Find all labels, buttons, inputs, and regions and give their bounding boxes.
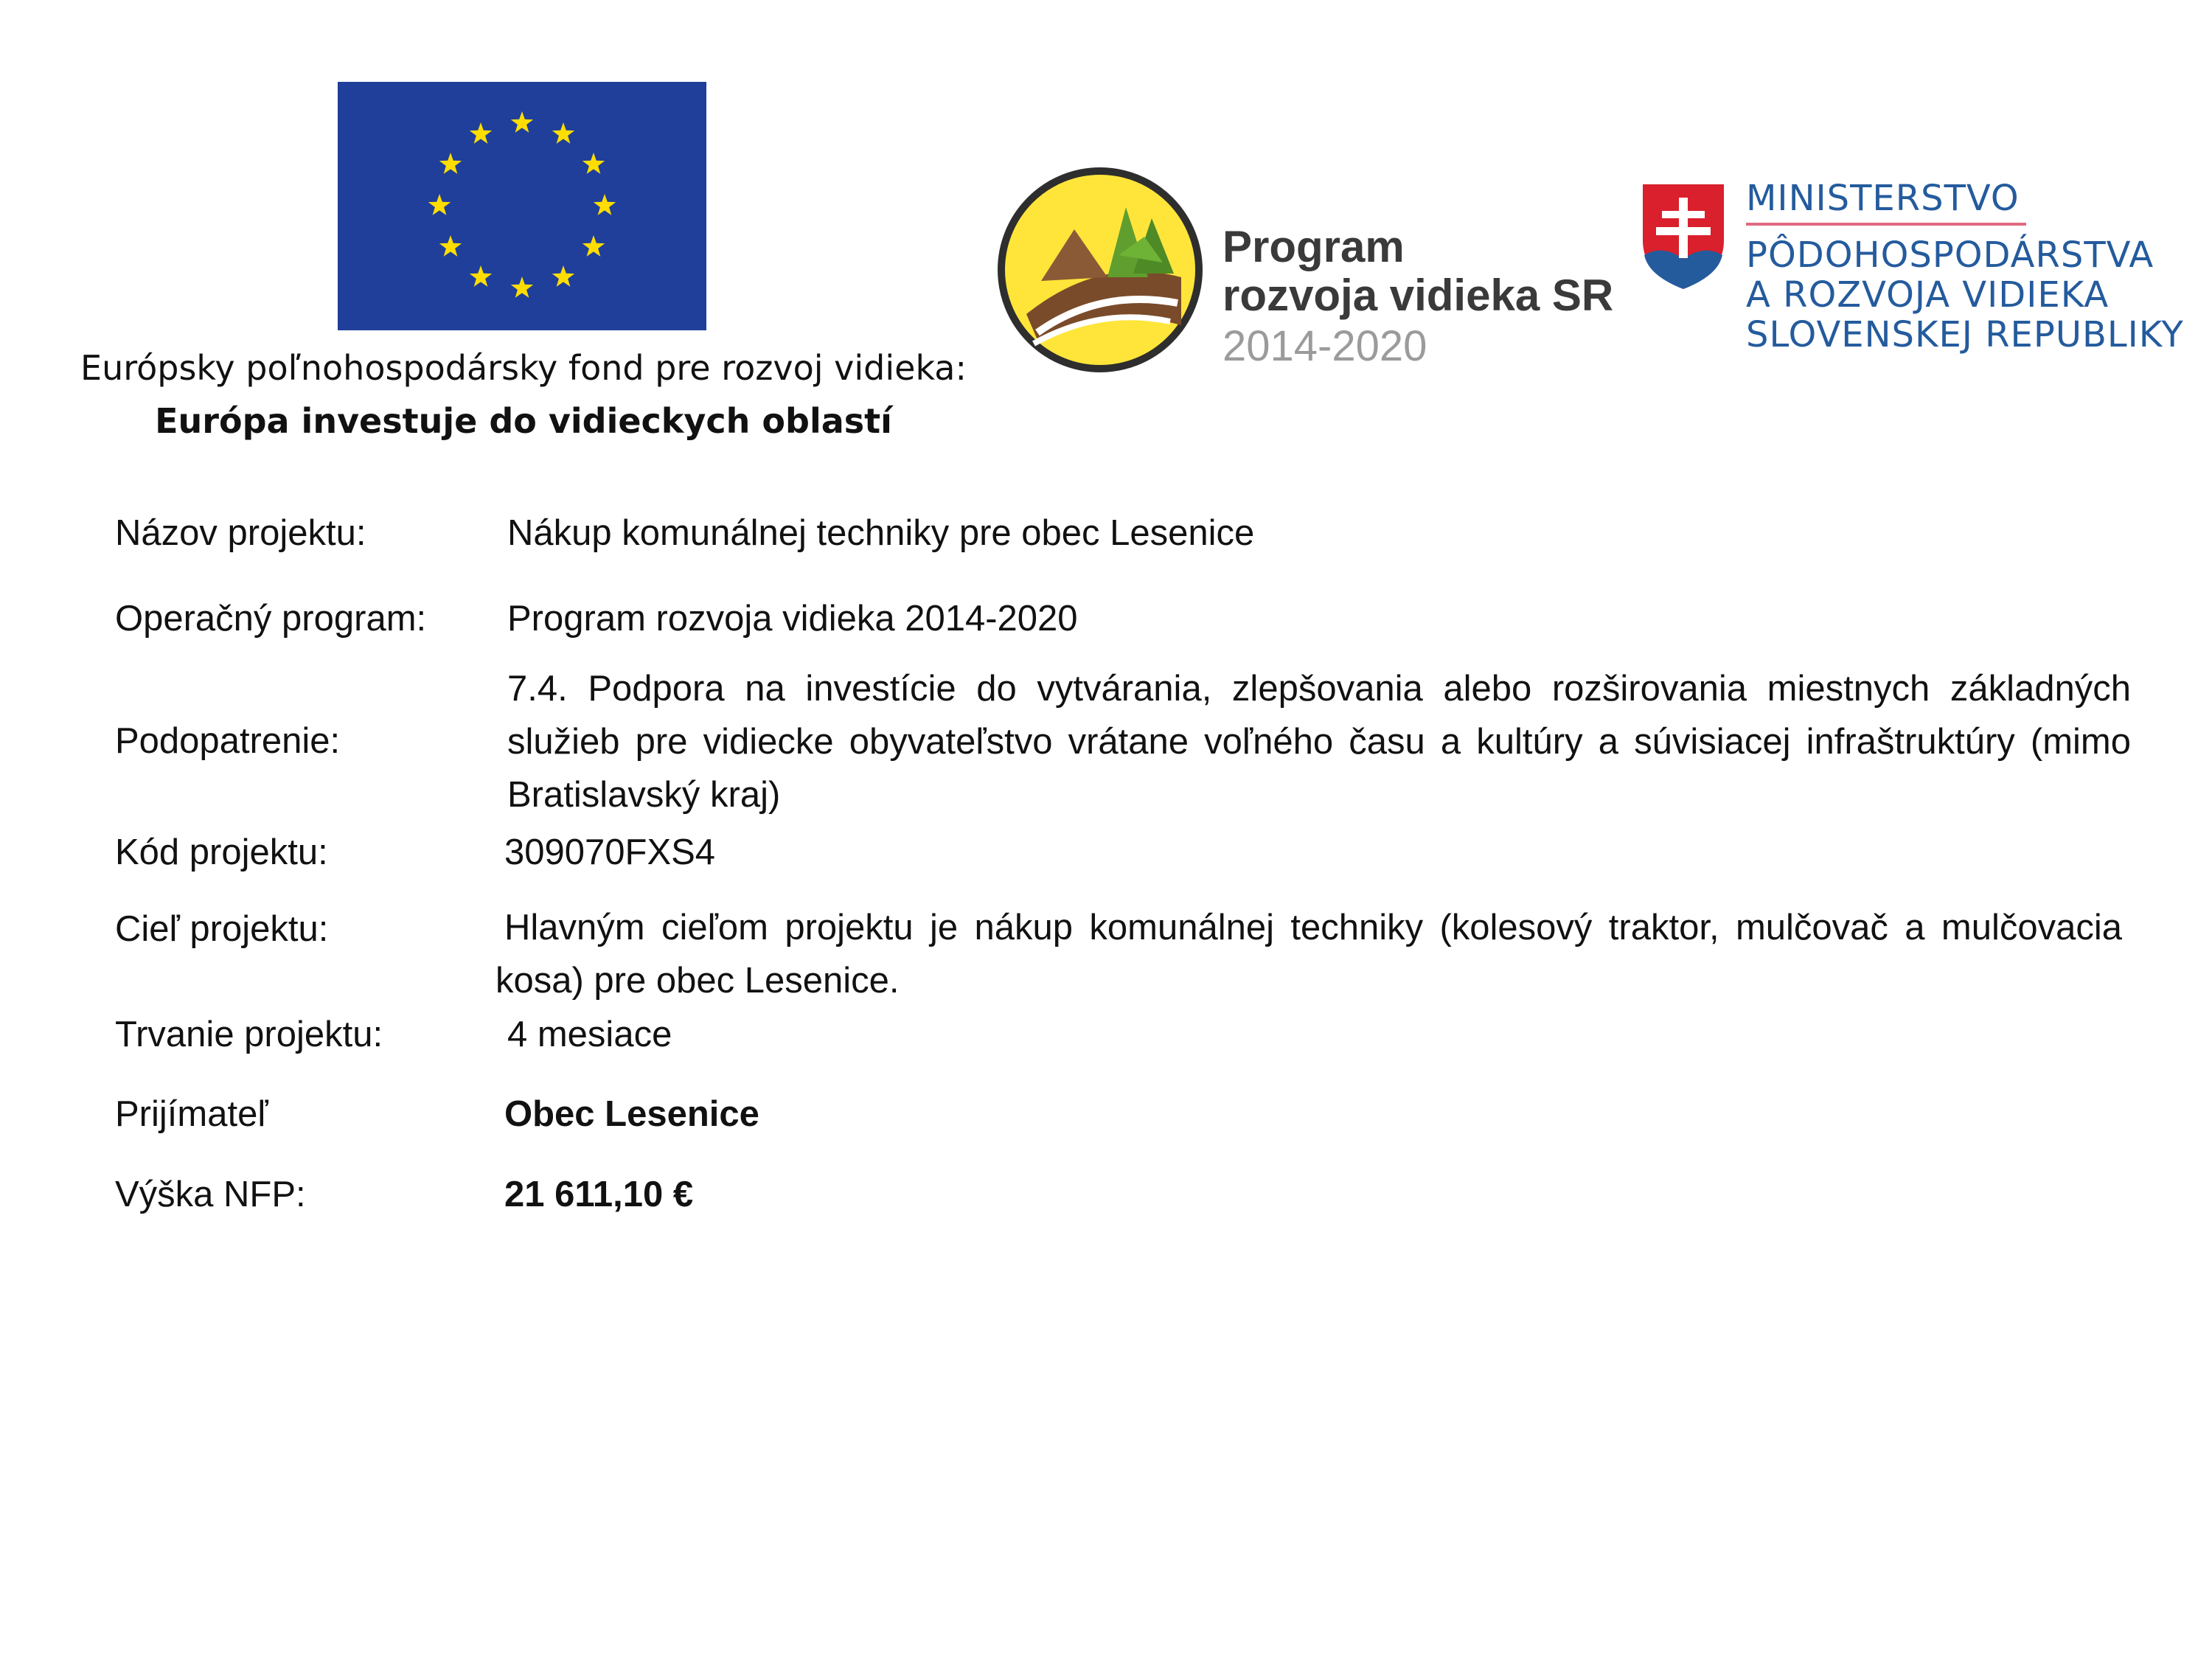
project-name-label: Názov projektu: — [115, 513, 366, 553]
program-label: Operačný program: — [115, 599, 427, 639]
recipient-value: Obec Lesenice — [504, 1094, 759, 1134]
prv-logo-years: 2014-2020 — [1222, 322, 1427, 370]
submeasure-value: 7.4. Podpora na investície do vytvárania, zlepšovania alebo rozširovania miestnych základných služieb pre vidiecke obyvateľstvo vrátane voľného času a kultúry a súvisiacej infraštruktúry (mimo Bratislavský kraj) — [507, 669, 2131, 815]
project-code-label: Kód projektu: — [115, 832, 328, 872]
program-value: Program rozvoja vidieka 2014-2020 — [507, 599, 1078, 639]
eu-flag-logo — [338, 82, 706, 330]
eu-fund-caption: Európsky poľnohospodársky fond pre rozvoj vidieka: — [80, 348, 967, 388]
submeasure-label: Podopatrenie: — [115, 721, 341, 761]
project-goal-value: Hlavným cieľom projektu je nákup komunálnej techniky (kolesový traktor, mulčovač a mulčovacia kosa) pre obec Lesenice. — [495, 908, 2122, 1001]
slovak-coat-of-arms-icon — [1640, 181, 1727, 292]
project-name-value: Nákup komunálnej techniky pre obec Lesenice — [507, 513, 1255, 553]
ministry-line4: SLOVENSKEJ REPUBLIKY — [1746, 314, 2184, 355]
duration-value: 4 mesiace — [507, 1015, 672, 1054]
prv-logo-line2: rozvoja vidieka SR — [1222, 271, 1614, 320]
prv-emblem-icon — [997, 167, 1203, 373]
eu-slogan: Európa investuje do vidieckych oblastí — [155, 401, 892, 441]
amount-value: 21 611,10 € — [504, 1175, 694, 1214]
project-code-value: 309070FXS4 — [504, 832, 716, 872]
amount-label: Výška NFP: — [115, 1175, 306, 1214]
ministry-line2: PÔDOHOSPODÁRSTVA — [1746, 234, 2154, 276]
ministry-line3: A ROZVOJA VIDIEKA — [1746, 274, 2110, 316]
recipient-label: Prijímateľ — [115, 1094, 268, 1134]
ministry-divider — [1746, 223, 2026, 226]
duration-label: Trvanie projektu: — [115, 1015, 383, 1054]
project-goal-label: Cieľ projektu: — [115, 909, 329, 949]
prv-logo-line1: Program — [1222, 222, 1405, 271]
ministry-line1: MINISTERSTVO — [1746, 178, 2020, 219]
